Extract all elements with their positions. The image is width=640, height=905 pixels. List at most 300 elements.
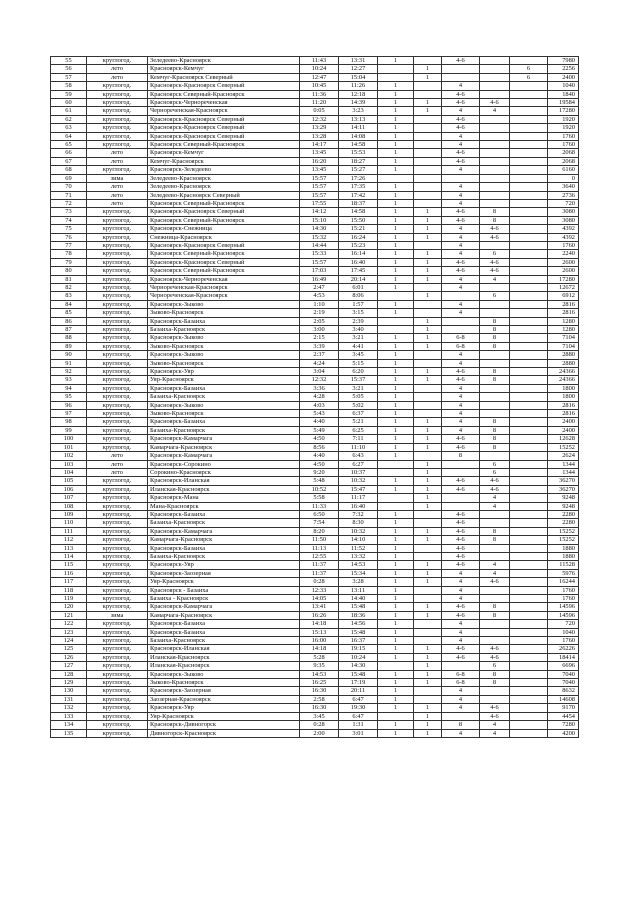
row-number-cell: 72: [51, 199, 87, 207]
col6-cell: 1: [378, 418, 414, 426]
col9-cell: 8: [480, 376, 510, 384]
departure-time-cell: 5:49: [300, 426, 339, 434]
arrival-time-cell: 5:15: [339, 359, 378, 367]
season-cell: лето: [87, 452, 148, 460]
arrival-time-cell: 6:37: [339, 410, 378, 418]
col9-cell: [480, 401, 510, 409]
col10-cell: [510, 82, 548, 90]
table-row: [51, 317, 579, 325]
season-cell: круглогод.: [87, 485, 148, 493]
col9-cell: [480, 157, 510, 165]
col8-cell: 4: [442, 410, 480, 418]
arrival-time-cell: 6:20: [339, 368, 378, 376]
col8-cell: 4: [442, 225, 480, 233]
total-value-cell: 1344: [548, 460, 579, 468]
table-row: [51, 443, 579, 451]
arrival-time-cell: 17:19: [339, 679, 378, 687]
col8-cell: 4: [442, 233, 480, 241]
col9-cell: [480, 519, 510, 527]
departure-time-cell: 11:20: [300, 99, 339, 107]
total-value-cell: 14596: [548, 603, 579, 611]
col10-cell: [510, 611, 548, 619]
col8-cell: 4-6: [442, 653, 480, 661]
season-cell: круглогод.: [87, 628, 148, 636]
departure-time-cell: 0:05: [300, 107, 339, 115]
col9-cell: 8: [480, 342, 510, 350]
total-value-cell: 8632: [548, 687, 579, 695]
table-row: [51, 65, 579, 73]
col9-cell: 4: [480, 502, 510, 510]
total-value-cell: 14596: [548, 611, 579, 619]
row-number-cell: 110: [51, 519, 87, 527]
route-cell: Красноярск-Базаиха: [148, 620, 300, 628]
col6-cell: 1: [378, 452, 414, 460]
col6-cell: 1: [378, 334, 414, 342]
season-cell: круглогод.: [87, 166, 148, 174]
table-row: [51, 267, 579, 275]
route-cell: Красноярск-Иланская: [148, 645, 300, 653]
departure-time-cell: 10:52: [300, 485, 339, 493]
arrival-time-cell: 11:17: [339, 494, 378, 502]
col8-cell: [442, 494, 480, 502]
total-value-cell: 7040: [548, 679, 579, 687]
departure-time-cell: 17:03: [300, 267, 339, 275]
table-row: [51, 393, 579, 401]
arrival-time-cell: 15:48: [339, 628, 378, 636]
season-cell: круглогод.: [87, 653, 148, 661]
season-cell: круглогод.: [87, 225, 148, 233]
total-value-cell: 4200: [548, 729, 579, 737]
col10-cell: [510, 519, 548, 527]
route-cell: Базаиха-Красноярск: [148, 552, 300, 560]
arrival-time-cell: 18:27: [339, 157, 378, 165]
col10-cell: [510, 552, 548, 560]
table-row: [51, 73, 579, 81]
season-cell: лето: [87, 468, 148, 476]
departure-time-cell: 13:41: [300, 603, 339, 611]
departure-time-cell: 3:39: [300, 342, 339, 350]
col8-cell: 8: [442, 452, 480, 460]
arrival-time-cell: 7:11: [339, 435, 378, 443]
departure-time-cell: 13:45: [300, 149, 339, 157]
table-row: [51, 611, 579, 619]
departure-time-cell: 4:50: [300, 460, 339, 468]
col10-cell: [510, 620, 548, 628]
col7-cell: [414, 199, 442, 207]
total-value-cell: 2600: [548, 258, 579, 266]
total-value-cell: 19584: [548, 99, 579, 107]
season-cell: круглогод.: [87, 292, 148, 300]
col10-cell: [510, 368, 548, 376]
departure-time-cell: 1:10: [300, 300, 339, 308]
table-row: [51, 510, 579, 518]
col6-cell: 1: [378, 99, 414, 107]
col7-cell: [414, 359, 442, 367]
col10-cell: [510, 292, 548, 300]
col6-cell: 1: [378, 141, 414, 149]
col9-cell: 8: [480, 208, 510, 216]
col8-cell: 4: [442, 250, 480, 258]
col7-cell: 1: [414, 99, 442, 107]
row-number-cell: 66: [51, 149, 87, 157]
col6-cell: 1: [378, 359, 414, 367]
col6-cell: 1: [378, 233, 414, 241]
route-cell: Красноярск-Снежница: [148, 225, 300, 233]
col9-cell: 4: [480, 275, 510, 283]
col7-cell: [414, 384, 442, 392]
schedule-table: [50, 56, 579, 738]
col10-cell: [510, 426, 548, 434]
row-number-cell: 82: [51, 283, 87, 291]
row-number-cell: 124: [51, 637, 87, 645]
col8-cell: 4-6: [442, 57, 480, 65]
col9-cell: [480, 199, 510, 207]
route-cell: Базаиха-Красноярск: [148, 426, 300, 434]
col10-cell: [510, 208, 548, 216]
col9-cell: 4-6: [480, 485, 510, 493]
col7-cell: [414, 351, 442, 359]
arrival-time-cell: 14:11: [339, 124, 378, 132]
season-cell: лето: [87, 73, 148, 81]
total-value-cell: 1760: [548, 637, 579, 645]
col6-cell: 1: [378, 704, 414, 712]
col9-cell: [480, 595, 510, 603]
departure-time-cell: 14:30: [300, 225, 339, 233]
row-number-cell: 76: [51, 233, 87, 241]
table-row: [51, 90, 579, 98]
col8-cell: 4: [442, 620, 480, 628]
table-row: [51, 216, 579, 224]
col10-cell: [510, 326, 548, 334]
row-number-cell: 61: [51, 107, 87, 115]
row-number-cell: 113: [51, 544, 87, 552]
col8-cell: [442, 460, 480, 468]
table-row: [51, 452, 579, 460]
season-cell: круглогод.: [87, 679, 148, 687]
row-number-cell: 81: [51, 275, 87, 283]
season-cell: круглогод.: [87, 376, 148, 384]
table-row: [51, 418, 579, 426]
table-row: [51, 679, 579, 687]
total-value-cell: 1920: [548, 115, 579, 123]
col6-cell: 1: [378, 107, 414, 115]
departure-time-cell: 15:57: [300, 174, 339, 182]
arrival-time-cell: 14:58: [339, 208, 378, 216]
col9-cell: 4: [480, 107, 510, 115]
departure-time-cell: 3:04: [300, 368, 339, 376]
arrival-time-cell: 15:23: [339, 241, 378, 249]
route-cell: Красноярск-Чернореченская: [148, 99, 300, 107]
col7-cell: [414, 241, 442, 249]
col7-cell: 1: [414, 107, 442, 115]
total-value-cell: 0: [548, 174, 579, 182]
col10-cell: [510, 544, 548, 552]
arrival-time-cell: 17:26: [339, 174, 378, 182]
arrival-time-cell: 16:37: [339, 637, 378, 645]
col7-cell: [414, 174, 442, 182]
col8-cell: 4: [442, 687, 480, 695]
departure-time-cell: 15:13: [300, 628, 339, 636]
season-cell: круглогод.: [87, 124, 148, 132]
col6-cell: 1: [378, 258, 414, 266]
col10-cell: [510, 183, 548, 191]
col9-cell: [480, 141, 510, 149]
col7-cell: [414, 183, 442, 191]
table-row: [51, 670, 579, 678]
row-number-cell: 116: [51, 569, 87, 577]
col9-cell: 4-6: [480, 645, 510, 653]
arrival-time-cell: 16:40: [339, 502, 378, 510]
col7-cell: 1: [414, 527, 442, 535]
row-number-cell: 109: [51, 510, 87, 518]
table-row: [51, 519, 579, 527]
route-cell: Красноярск-Зыково: [148, 300, 300, 308]
col9-cell: [480, 393, 510, 401]
total-value-cell: 6160: [548, 166, 579, 174]
row-number-cell: 92: [51, 368, 87, 376]
col6-cell: [378, 73, 414, 81]
col8-cell: [442, 712, 480, 720]
col7-cell: [414, 82, 442, 90]
season-cell: круглогод.: [87, 620, 148, 628]
row-number-cell: 93: [51, 376, 87, 384]
route-cell: Снежница-Красноярск: [148, 233, 300, 241]
col8-cell: 4: [442, 359, 480, 367]
season-cell: лето: [87, 191, 148, 199]
route-cell: Уяр-Красноярск: [148, 376, 300, 384]
row-number-cell: 63: [51, 124, 87, 132]
col8-cell: 4-6: [442, 519, 480, 527]
col9-cell: 4: [480, 561, 510, 569]
season-cell: круглогод.: [87, 393, 148, 401]
row-number-cell: 74: [51, 216, 87, 224]
route-cell: Зеледеево-Красноярск: [148, 57, 300, 65]
col7-cell: 1: [414, 418, 442, 426]
route-cell: Красноярск-Иланская: [148, 477, 300, 485]
row-number-cell: 135: [51, 729, 87, 737]
table-row: [51, 410, 579, 418]
col9-cell: 8: [480, 368, 510, 376]
season-cell: круглогод.: [87, 115, 148, 123]
route-cell: Красноярск-Камарчага: [148, 603, 300, 611]
row-number-cell: 105: [51, 477, 87, 485]
row-number-cell: 67: [51, 157, 87, 165]
table-row: [51, 191, 579, 199]
row-number-cell: 75: [51, 225, 87, 233]
col7-cell: 1: [414, 334, 442, 342]
col8-cell: 4-6: [442, 267, 480, 275]
total-value-cell: 2400: [548, 426, 579, 434]
col7-cell: [414, 695, 442, 703]
col7-cell: 1: [414, 317, 442, 325]
col10-cell: [510, 569, 548, 577]
col9-cell: [480, 628, 510, 636]
col9-cell: 4-6: [480, 225, 510, 233]
col9-cell: 4-6: [480, 477, 510, 485]
col8-cell: 4-6: [442, 124, 480, 132]
col6-cell: 1: [378, 645, 414, 653]
departure-time-cell: 0:28: [300, 721, 339, 729]
departure-time-cell: 4:28: [300, 393, 339, 401]
col8-cell: 4-6: [442, 443, 480, 451]
table-row: [51, 401, 579, 409]
total-value-cell: 2816: [548, 401, 579, 409]
col10-cell: [510, 603, 548, 611]
total-value-cell: 9170: [548, 704, 579, 712]
row-number-cell: 96: [51, 401, 87, 409]
row-number-cell: 101: [51, 443, 87, 451]
col8-cell: 4: [442, 132, 480, 140]
col8-cell: 4: [442, 300, 480, 308]
col7-cell: 1: [414, 216, 442, 224]
departure-time-cell: 0:28: [300, 578, 339, 586]
row-number-cell: 134: [51, 721, 87, 729]
col7-cell: [414, 191, 442, 199]
total-value-cell: 1800: [548, 384, 579, 392]
route-cell: Красноярск-Зыково: [148, 670, 300, 678]
col10-cell: [510, 275, 548, 283]
col10-cell: [510, 595, 548, 603]
col10-cell: [510, 637, 548, 645]
season-cell: круглогод.: [87, 368, 148, 376]
col8-cell: [442, 73, 480, 81]
col10-cell: [510, 132, 548, 140]
departure-time-cell: 11:37: [300, 561, 339, 569]
departure-time-cell: 15:57: [300, 258, 339, 266]
col6-cell: 1: [378, 611, 414, 619]
season-cell: круглогод.: [87, 250, 148, 258]
departure-time-cell: 13:29: [300, 124, 339, 132]
col10-cell: [510, 510, 548, 518]
route-cell: Уяр-Красноярск: [148, 712, 300, 720]
col9-cell: 8: [480, 527, 510, 535]
route-cell: Базаиха-Красноярск: [148, 393, 300, 401]
departure-time-cell: 11:33: [300, 502, 339, 510]
departure-time-cell: 15:57: [300, 183, 339, 191]
row-number-cell: 111: [51, 527, 87, 535]
total-value-cell: 1760: [548, 586, 579, 594]
row-number-cell: 58: [51, 82, 87, 90]
route-cell: Красноярск-Красноярск Северный: [148, 241, 300, 249]
col7-cell: 1: [414, 611, 442, 619]
total-value-cell: 720: [548, 199, 579, 207]
season-cell: круглогод.: [87, 418, 148, 426]
table-row: [51, 292, 579, 300]
season-cell: круглогод.: [87, 309, 148, 317]
row-number-cell: 104: [51, 468, 87, 476]
table-row: [51, 368, 579, 376]
col10-cell: [510, 384, 548, 392]
row-number-cell: 98: [51, 418, 87, 426]
departure-time-cell: 16:30: [300, 687, 339, 695]
table-row: [51, 729, 579, 737]
col8-cell: 4-6: [442, 258, 480, 266]
season-cell: круглогод.: [87, 712, 148, 720]
departure-time-cell: 15:32: [300, 233, 339, 241]
departure-time-cell: 3:36: [300, 384, 339, 392]
season-cell: круглогод.: [87, 603, 148, 611]
col7-cell: [414, 628, 442, 636]
col7-cell: 1: [414, 653, 442, 661]
season-cell: круглогод.: [87, 561, 148, 569]
col8-cell: 4: [442, 141, 480, 149]
table-row: [51, 586, 579, 594]
row-number-cell: 119: [51, 595, 87, 603]
col10-cell: [510, 418, 548, 426]
col10-cell: 6: [510, 65, 548, 73]
col10-cell: [510, 477, 548, 485]
total-value-cell: 2240: [548, 250, 579, 258]
col10-cell: [510, 317, 548, 325]
col9-cell: 8: [480, 536, 510, 544]
col7-cell: 1: [414, 704, 442, 712]
col6-cell: 1: [378, 527, 414, 535]
col10-cell: [510, 115, 548, 123]
season-cell: круглогод.: [87, 443, 148, 451]
season-cell: круглогод.: [87, 410, 148, 418]
col6-cell: 1: [378, 426, 414, 434]
row-number-cell: 77: [51, 241, 87, 249]
total-value-cell: 2280: [548, 510, 579, 518]
col7-cell: 1: [414, 326, 442, 334]
col6-cell: 1: [378, 183, 414, 191]
col6-cell: 1: [378, 57, 414, 65]
departure-time-cell: 4:50: [300, 435, 339, 443]
col8-cell: 4-6: [442, 149, 480, 157]
route-cell: Уяр-Красноярск: [148, 578, 300, 586]
route-cell: Красноярск-Сорокино: [148, 460, 300, 468]
table-row: [51, 477, 579, 485]
row-number-cell: 85: [51, 309, 87, 317]
col10-cell: [510, 704, 548, 712]
col10-cell: [510, 670, 548, 678]
total-value-cell: 17280: [548, 107, 579, 115]
col8-cell: [442, 317, 480, 325]
row-number-cell: 84: [51, 300, 87, 308]
departure-time-cell: 14:53: [300, 670, 339, 678]
table-row: [51, 99, 579, 107]
col9-cell: [480, 687, 510, 695]
col7-cell: [414, 510, 442, 518]
col8-cell: 4-6: [442, 435, 480, 443]
total-value-cell: 6696: [548, 662, 579, 670]
arrival-time-cell: 1:57: [339, 300, 378, 308]
col6-cell: 1: [378, 620, 414, 628]
arrival-time-cell: 10:24: [339, 653, 378, 661]
arrival-time-cell: 11:26: [339, 82, 378, 90]
row-number-cell: 123: [51, 628, 87, 636]
col6-cell: [378, 174, 414, 182]
col7-cell: 1: [414, 225, 442, 233]
total-value-cell: 4392: [548, 233, 579, 241]
col9-cell: 8: [480, 603, 510, 611]
col6-cell: 1: [378, 124, 414, 132]
table-row: [51, 653, 579, 661]
col10-cell: [510, 216, 548, 224]
col7-cell: 1: [414, 267, 442, 275]
col9-cell: 8: [480, 611, 510, 619]
col8-cell: 4-6: [442, 561, 480, 569]
season-cell: круглогод.: [87, 729, 148, 737]
arrival-time-cell: 4:41: [339, 342, 378, 350]
total-value-cell: 2256: [548, 65, 579, 73]
col10-cell: [510, 300, 548, 308]
departure-time-cell: 14:12: [300, 208, 339, 216]
departure-time-cell: 4:40: [300, 418, 339, 426]
table-row: [51, 620, 579, 628]
season-cell: круглогод.: [87, 687, 148, 695]
total-value-cell: 2400: [548, 418, 579, 426]
